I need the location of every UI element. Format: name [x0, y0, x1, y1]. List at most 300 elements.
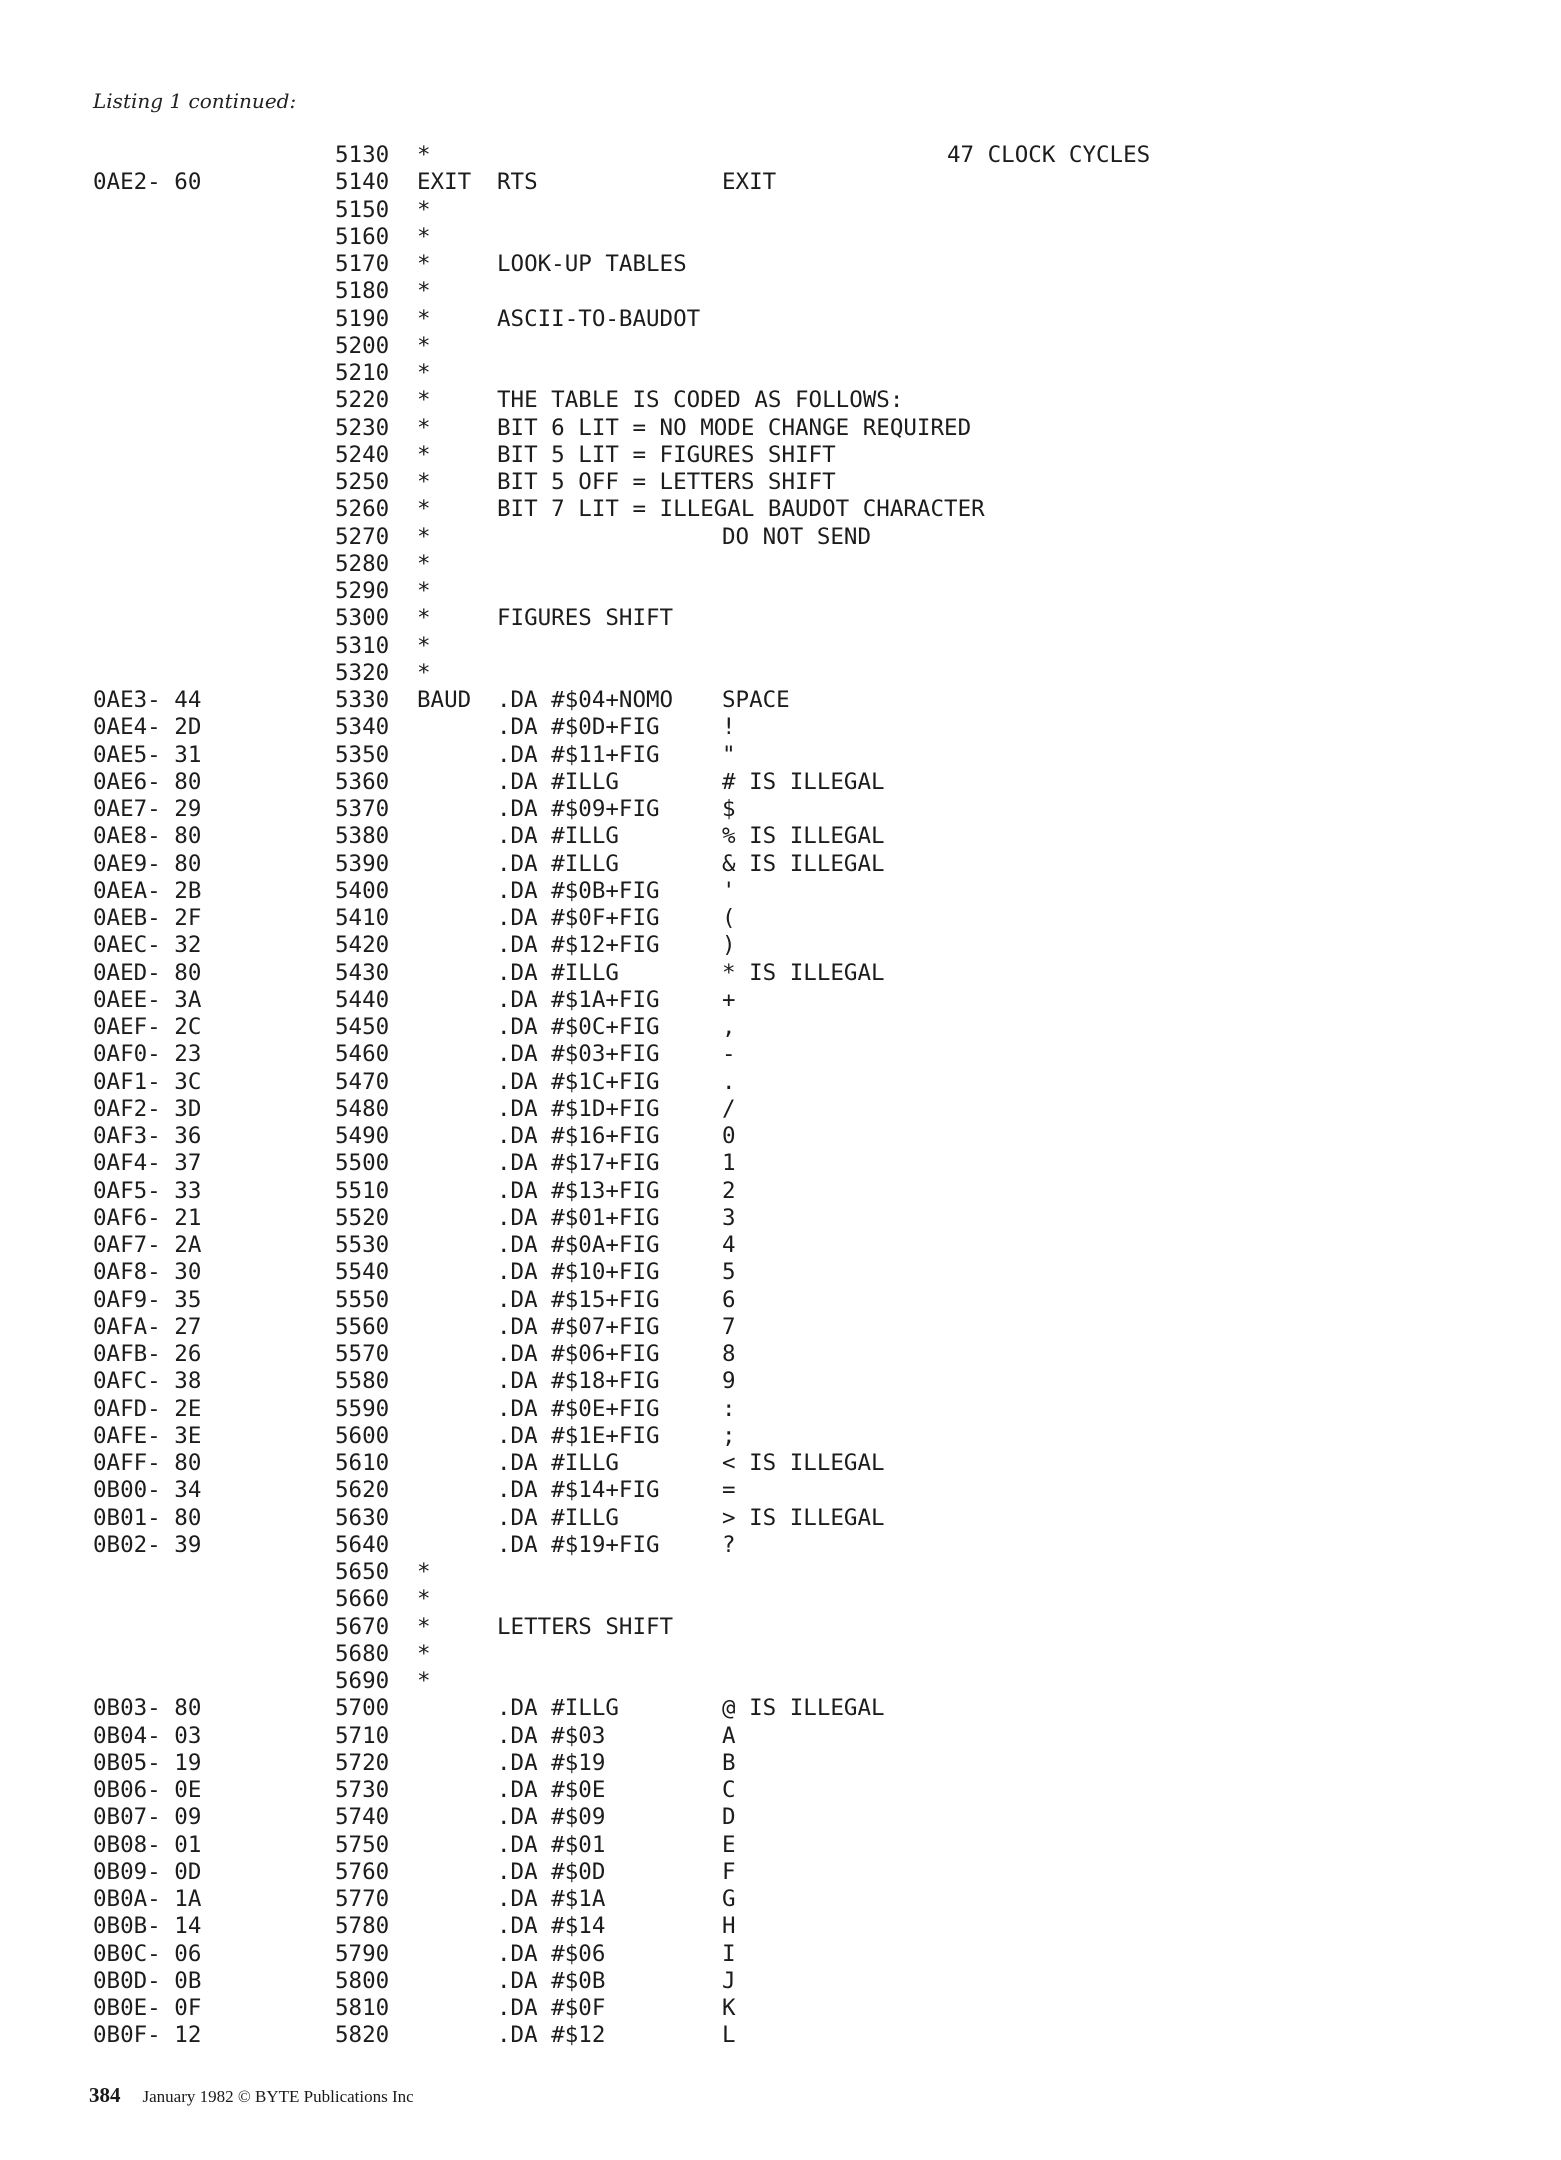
operation: .DA #$04+NOMO — [497, 687, 674, 713]
line-number: 5820 — [335, 2022, 390, 2049]
address: 0AFB- 26 — [93, 1341, 202, 1367]
listing-row — [0, 1586, 1561, 1613]
listing-row — [0, 633, 1561, 660]
address: 0AEB- 2F — [93, 905, 202, 931]
listing-row — [0, 333, 1561, 360]
line-number: 5410 — [335, 905, 390, 931]
line-number: 5640 — [335, 1531, 390, 1558]
line-number: 5690 — [335, 1668, 390, 1694]
line-number: 5550 — [335, 1286, 390, 1313]
listing-row — [0, 1178, 1561, 1205]
comment: D — [722, 1804, 736, 1831]
comment: ) — [722, 932, 736, 959]
listing-row — [0, 1668, 1561, 1695]
line-number: 5210 — [335, 360, 390, 386]
operation: .DA #$0C+FIG — [497, 1014, 660, 1040]
listing-row — [0, 1913, 1561, 1940]
listing-row — [0, 987, 1561, 1014]
label: * — [417, 1668, 431, 1694]
operation: .DA #$14 — [497, 1913, 606, 1940]
line-number: 5490 — [335, 1123, 390, 1149]
line-number: 5360 — [335, 768, 390, 795]
line-number: 5320 — [335, 659, 390, 686]
label: * — [417, 414, 431, 441]
line-number: 5310 — [335, 632, 390, 659]
listing-row — [0, 1641, 1561, 1668]
label: * — [417, 278, 431, 305]
listing-row — [0, 1041, 1561, 1068]
line-number: 5380 — [335, 823, 390, 850]
comment: L — [722, 2022, 736, 2049]
operation: .DA #ILLG — [497, 1504, 619, 1531]
footer-text: January 1982 © BYTE Publications Inc — [142, 2087, 414, 2106]
line-number: 5140 — [335, 169, 390, 196]
label: * — [417, 469, 431, 495]
listing-row — [0, 1941, 1561, 1968]
address: 0AF5- 33 — [93, 1177, 202, 1204]
line-number: 5630 — [335, 1504, 390, 1531]
line-number: 5280 — [335, 550, 390, 577]
comment: G — [722, 1886, 736, 1912]
line-number: 5130 — [335, 142, 390, 168]
operation: .DA #$12 — [497, 2022, 606, 2049]
comment: E — [722, 1831, 736, 1858]
listing-row — [0, 1859, 1561, 1886]
line-number: 5650 — [335, 1559, 390, 1585]
line-number: 5530 — [335, 1232, 390, 1258]
line-number: 5370 — [335, 796, 390, 822]
address: 0AFD- 2E — [93, 1395, 202, 1422]
listing-row — [0, 360, 1561, 387]
line-number: 5150 — [335, 196, 390, 223]
label: BAUD — [417, 687, 472, 713]
address: 0AE9- 80 — [93, 850, 202, 877]
address: 0B0D- 0B — [93, 1967, 202, 1994]
line-number: 5780 — [335, 1913, 390, 1940]
label: * — [417, 332, 431, 359]
operation: .DA #$0F — [497, 1995, 606, 2021]
listing-row — [0, 905, 1561, 932]
listing-row — [0, 1750, 1561, 1777]
listing-row — [0, 1695, 1561, 1722]
comment: 9 — [722, 1368, 736, 1395]
line-number: 5430 — [335, 959, 390, 986]
line-number: 5340 — [335, 714, 390, 741]
listing-row — [0, 1423, 1561, 1450]
line-number: 5180 — [335, 278, 390, 305]
line-number: 5390 — [335, 850, 390, 877]
line-number: 5610 — [335, 1450, 390, 1476]
listing-row — [0, 1968, 1561, 1995]
address: 0AFE- 3E — [93, 1422, 202, 1449]
operation: .DA #$1E+FIG — [497, 1422, 660, 1449]
line-number: 5520 — [335, 1204, 390, 1231]
comment: J — [722, 1967, 736, 1994]
label: * — [417, 1640, 431, 1667]
line-number: 5710 — [335, 1722, 390, 1749]
label: * — [417, 659, 431, 686]
listing-row — [0, 1477, 1561, 1504]
address: 0AE8- 80 — [93, 823, 202, 850]
operation: .DA #$09 — [497, 1804, 606, 1831]
address: 0AE4- 2D — [93, 714, 202, 741]
address: 0B06- 0E — [93, 1777, 202, 1803]
comment: 5 — [722, 1259, 736, 1286]
comment: 8 — [722, 1341, 736, 1367]
line-number: 5750 — [335, 1831, 390, 1858]
comment: K — [722, 1995, 736, 2021]
address: 0AF7- 2A — [93, 1232, 202, 1258]
comment: - — [722, 1041, 736, 1068]
comment: 1 — [722, 1150, 736, 1177]
listing-row — [0, 1886, 1561, 1913]
operation: .DA #$19+FIG — [497, 1531, 660, 1558]
listing-row — [0, 524, 1561, 551]
operation: .DA #ILLG — [497, 1695, 619, 1722]
operation: .DA #$12+FIG — [497, 932, 660, 959]
comment: , — [722, 1014, 736, 1040]
comment: SPACE — [722, 687, 790, 713]
listing-row — [0, 1287, 1561, 1314]
operation: BIT 6 LIT = NO MODE CHANGE REQUIRED — [497, 414, 972, 441]
address: 0AEC- 32 — [93, 932, 202, 959]
line-number: 5290 — [335, 578, 390, 604]
line-number: 5220 — [335, 387, 390, 414]
page-number: 384 — [89, 2083, 121, 2107]
listing-row — [0, 1314, 1561, 1341]
comment: . — [722, 1068, 736, 1095]
listing-row — [0, 442, 1561, 469]
listing-row — [0, 224, 1561, 251]
listing-row — [0, 1150, 1561, 1177]
line-number: 5500 — [335, 1150, 390, 1177]
label: * — [417, 251, 431, 277]
operation: FIGURES SHIFT — [497, 605, 674, 632]
operation: ASCII-TO-BAUDOT — [497, 305, 701, 332]
comment: @ IS ILLEGAL — [722, 1695, 885, 1722]
line-number: 5800 — [335, 1967, 390, 1994]
line-number: 5730 — [335, 1777, 390, 1803]
address: 0AF1- 3C — [93, 1068, 202, 1095]
listing-row — [0, 1995, 1561, 2022]
operation: .DA #$1D+FIG — [497, 1095, 660, 1122]
line-number: 5570 — [335, 1341, 390, 1367]
line-number: 5790 — [335, 1940, 390, 1967]
line-number: 5240 — [335, 441, 390, 468]
listing-row — [0, 169, 1561, 196]
listing-row — [0, 197, 1561, 224]
listing-row — [0, 415, 1561, 442]
line-number: 5660 — [335, 1586, 390, 1613]
address: 0AE7- 29 — [93, 796, 202, 822]
line-number: 5720 — [335, 1749, 390, 1776]
comment: ( — [722, 905, 736, 931]
address: 0AEE- 3A — [93, 986, 202, 1013]
listing-row — [0, 769, 1561, 796]
label: * — [417, 196, 431, 223]
operation: .DA #ILLG — [497, 1450, 619, 1476]
line-number: 5470 — [335, 1068, 390, 1095]
listing-row — [0, 1368, 1561, 1395]
address: 0B03- 80 — [93, 1695, 202, 1722]
comment: DO NOT SEND — [722, 523, 872, 550]
listing-row — [0, 1232, 1561, 1259]
address: 0B05- 19 — [93, 1749, 202, 1776]
line-number: 5400 — [335, 877, 390, 904]
line-number: 5620 — [335, 1477, 390, 1504]
comment: # IS ILLEGAL — [722, 768, 885, 795]
operation: BIT 5 OFF = LETTERS SHIFT — [497, 469, 836, 495]
operation: .DA #$01 — [497, 1831, 606, 1858]
address: 0B00- 34 — [93, 1477, 202, 1504]
comment: H — [722, 1913, 736, 1940]
comment: ! — [722, 714, 736, 741]
operation: BIT 7 LIT = ILLEGAL BAUDOT CHARACTER — [497, 496, 985, 523]
listing-row — [0, 551, 1561, 578]
operation: .DA #$03+FIG — [497, 1041, 660, 1068]
operation: .DA #$0F+FIG — [497, 905, 660, 931]
label: * — [417, 605, 431, 632]
address: 0AE3- 44 — [93, 687, 202, 713]
listing-row — [0, 1450, 1561, 1477]
listing-caption: Listing 1 continued: — [93, 89, 297, 113]
comment: ? — [722, 1531, 736, 1558]
comment: : — [722, 1395, 736, 1422]
operation: .DA #ILLG — [497, 823, 619, 850]
line-number: 5680 — [335, 1640, 390, 1667]
listing-row — [0, 687, 1561, 714]
listing-row — [0, 1777, 1561, 1804]
label: * — [417, 578, 431, 604]
address: 0B01- 80 — [93, 1504, 202, 1531]
listing-row — [0, 1804, 1561, 1831]
comment: 4 — [722, 1232, 736, 1258]
address: 0AF2- 3D — [93, 1095, 202, 1122]
operation: .DA #$06 — [497, 1940, 606, 1967]
code-listing — [0, 142, 1561, 2050]
operation: .DA #$14+FIG — [497, 1477, 660, 1504]
comment: F — [722, 1858, 736, 1885]
listing-row — [0, 660, 1561, 687]
operation: .DA #$10+FIG — [497, 1259, 660, 1286]
comment: 0 — [722, 1123, 736, 1149]
comment: ' — [722, 877, 736, 904]
comment: % IS ILLEGAL — [722, 823, 885, 850]
line-number: 5250 — [335, 469, 390, 495]
comment: 6 — [722, 1286, 736, 1313]
comment: 3 — [722, 1204, 736, 1231]
page-footer — [89, 2083, 414, 2108]
operation: .DA #$13+FIG — [497, 1177, 660, 1204]
label: EXIT — [417, 169, 472, 196]
comment: 2 — [722, 1177, 736, 1204]
line-number: 5440 — [335, 986, 390, 1013]
operation: .DA #ILLG — [497, 959, 619, 986]
operation: .DA #ILLG — [497, 850, 619, 877]
address: 0B09- 0D — [93, 1858, 202, 1885]
listing-row — [0, 932, 1561, 959]
operation: LOOK-UP TABLES — [497, 251, 687, 277]
operation: .DA #$15+FIG — [497, 1286, 660, 1313]
operation: .DA #$06+FIG — [497, 1341, 660, 1367]
line-number: 5190 — [335, 305, 390, 332]
operation: .DA #$0A+FIG — [497, 1232, 660, 1258]
comment: C — [722, 1777, 736, 1803]
line-number: 5740 — [335, 1804, 390, 1831]
operation: RTS — [497, 169, 538, 196]
listing-row — [0, 605, 1561, 632]
address: 0AEA- 2B — [93, 877, 202, 904]
address: 0AEF- 2C — [93, 1014, 202, 1040]
operation: .DA #ILLG — [497, 768, 619, 795]
line-number: 5230 — [335, 414, 390, 441]
line-number: 5420 — [335, 932, 390, 959]
comment: + — [722, 986, 736, 1013]
listing-row — [0, 2022, 1561, 2049]
operation: .DA #$0B — [497, 1967, 606, 1994]
address: 0B04- 03 — [93, 1722, 202, 1749]
operation: .DA #$0E — [497, 1777, 606, 1803]
listing-row — [0, 1205, 1561, 1232]
operation: .DA #$1C+FIG — [497, 1068, 660, 1095]
listing-row — [0, 278, 1561, 305]
comment: > IS ILLEGAL — [722, 1504, 885, 1531]
comment: B — [722, 1749, 736, 1776]
operation: THE TABLE IS CODED AS FOLLOWS: — [497, 387, 904, 414]
label: * — [417, 305, 431, 332]
listing-row — [0, 1559, 1561, 1586]
listing-row — [0, 1832, 1561, 1859]
address: 0AF4- 37 — [93, 1150, 202, 1177]
comment: < IS ILLEGAL — [722, 1450, 885, 1476]
right-comment: 47 CLOCK CYCLES — [947, 142, 1151, 168]
line-number: 5510 — [335, 1177, 390, 1204]
listing-row — [0, 1096, 1561, 1123]
line-number: 5670 — [335, 1613, 390, 1640]
label: * — [417, 223, 431, 250]
listing-row — [0, 823, 1561, 850]
address: 0B02- 39 — [93, 1531, 202, 1558]
address: 0B0C- 06 — [93, 1940, 202, 1967]
label: * — [417, 1559, 431, 1585]
listing-row — [0, 1396, 1561, 1423]
line-number: 5270 — [335, 523, 390, 550]
line-number: 5450 — [335, 1014, 390, 1040]
listing-row — [0, 1014, 1561, 1041]
operation: BIT 5 LIT = FIGURES SHIFT — [497, 441, 836, 468]
comment: * IS ILLEGAL — [722, 959, 885, 986]
address: 0AF9- 35 — [93, 1286, 202, 1313]
listing-row — [0, 142, 1561, 169]
address: 0B0B- 14 — [93, 1913, 202, 1940]
operation: .DA #$19 — [497, 1749, 606, 1776]
operation: .DA #$1A+FIG — [497, 986, 660, 1013]
address: 0B0A- 1A — [93, 1886, 202, 1912]
address: 0AFA- 27 — [93, 1313, 202, 1340]
listing-row — [0, 742, 1561, 769]
line-number: 5590 — [335, 1395, 390, 1422]
address: 0B08- 01 — [93, 1831, 202, 1858]
label: * — [417, 360, 431, 386]
line-number: 5330 — [335, 687, 390, 713]
listing-row — [0, 1505, 1561, 1532]
listing-row — [0, 251, 1561, 278]
label: * — [417, 523, 431, 550]
line-number: 5770 — [335, 1886, 390, 1912]
comment: 7 — [722, 1313, 736, 1340]
comment: EXIT — [722, 169, 777, 196]
listing-row — [0, 496, 1561, 523]
address: 0AF0- 23 — [93, 1041, 202, 1068]
operation: .DA #$11+FIG — [497, 741, 660, 768]
operation: .DA #$1A — [497, 1886, 606, 1912]
address: 0AE6- 80 — [93, 768, 202, 795]
listing-row — [0, 714, 1561, 741]
address: 0AE2- 60 — [93, 169, 202, 196]
comment: & IS ILLEGAL — [722, 850, 885, 877]
listing-row — [0, 1614, 1561, 1641]
line-number: 5460 — [335, 1041, 390, 1068]
line-number: 5200 — [335, 332, 390, 359]
address: 0AF6- 21 — [93, 1204, 202, 1231]
operation: .DA #$17+FIG — [497, 1150, 660, 1177]
listing-row — [0, 878, 1561, 905]
listing-row — [0, 387, 1561, 414]
address: 0AED- 80 — [93, 959, 202, 986]
address: 0AE5- 31 — [93, 741, 202, 768]
line-number: 5260 — [335, 496, 390, 523]
operation: .DA #$0E+FIG — [497, 1395, 660, 1422]
line-number: 5540 — [335, 1259, 390, 1286]
line-number: 5300 — [335, 605, 390, 632]
listing-row — [0, 1123, 1561, 1150]
operation: .DA #$0D+FIG — [497, 714, 660, 741]
line-number: 5700 — [335, 1695, 390, 1722]
label: * — [417, 496, 431, 523]
line-number: 5560 — [335, 1313, 390, 1340]
address: 0AFF- 80 — [93, 1450, 202, 1476]
comment: I — [722, 1940, 736, 1967]
listing-row — [0, 1259, 1561, 1286]
comment: / — [722, 1095, 736, 1122]
address: 0B0F- 12 — [93, 2022, 202, 2049]
label: * — [417, 387, 431, 414]
line-number: 5160 — [335, 223, 390, 250]
operation: .DA #$03 — [497, 1722, 606, 1749]
line-number: 5600 — [335, 1422, 390, 1449]
label: * — [417, 632, 431, 659]
listing-row — [0, 578, 1561, 605]
comment: A — [722, 1722, 736, 1749]
listing-row — [0, 851, 1561, 878]
operation: .DA #$0B+FIG — [497, 877, 660, 904]
label: * — [417, 1586, 431, 1613]
address: 0B07- 09 — [93, 1804, 202, 1831]
listing-row — [0, 306, 1561, 333]
listing-row — [0, 796, 1561, 823]
comment: = — [722, 1477, 736, 1504]
line-number: 5170 — [335, 251, 390, 277]
operation: .DA #$16+FIG — [497, 1123, 660, 1149]
listing-row — [0, 1532, 1561, 1559]
comment: $ — [722, 796, 736, 822]
address: 0AF3- 36 — [93, 1123, 202, 1149]
operation: .DA #$09+FIG — [497, 796, 660, 822]
listing-row — [0, 960, 1561, 987]
listing-row — [0, 469, 1561, 496]
line-number: 5760 — [335, 1858, 390, 1885]
line-number: 5350 — [335, 741, 390, 768]
